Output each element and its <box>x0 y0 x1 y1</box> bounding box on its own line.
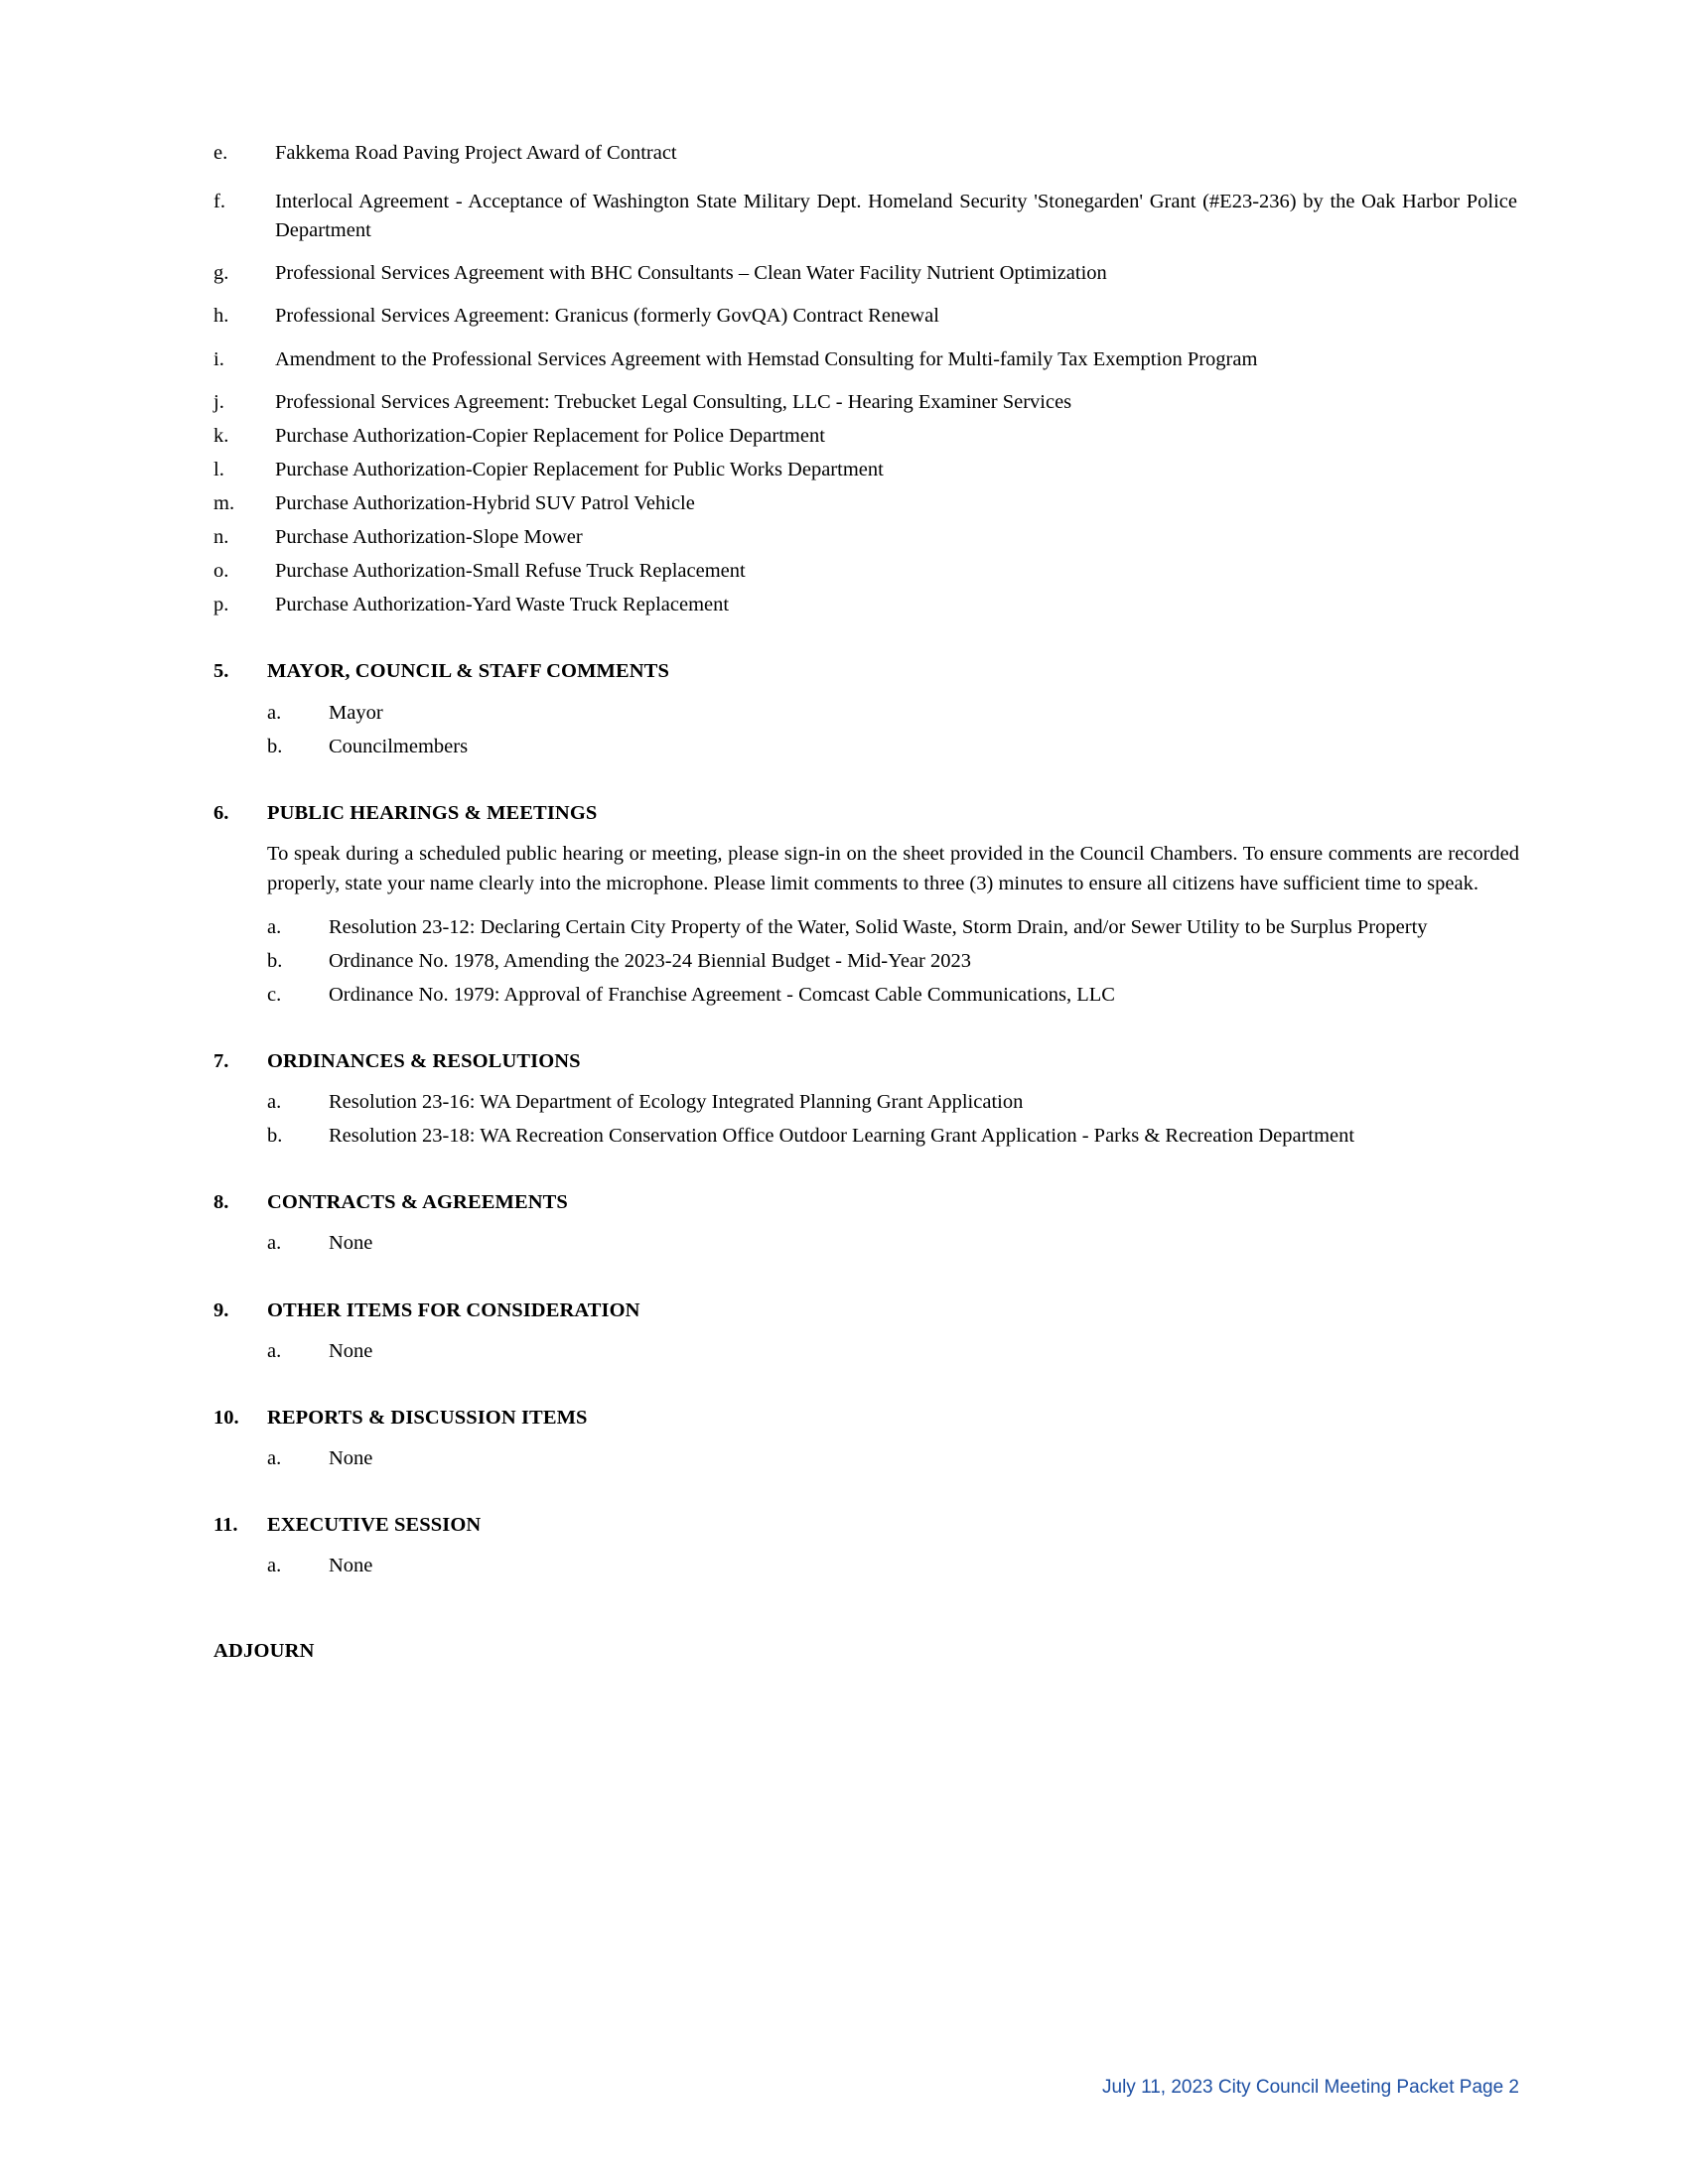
list-item <box>213 456 1519 484</box>
list-item <box>213 591 1519 619</box>
list-item <box>213 388 1519 417</box>
section-body <box>213 840 1519 1010</box>
section-item-list <box>267 1088 1519 1151</box>
list-item-letter: b. <box>267 949 283 972</box>
section-number: 10. <box>213 1406 239 1429</box>
list-item <box>267 699 1519 728</box>
list-item-text: Professional Services Agreement: Trebucket Legal Consulting, LLC - Hearing Examiner Services <box>275 390 1072 413</box>
list-item <box>267 1337 1519 1366</box>
list-item-text: Professional Services Agreement with BHC Consultants – Clean Water Facility Nutrient Optimization <box>275 262 1107 285</box>
list-item-letter: f. <box>213 191 225 213</box>
list-item-letter: b. <box>267 1125 283 1148</box>
list-item-letter: l. <box>213 458 224 480</box>
section-body <box>213 1444 1519 1473</box>
list-item-text: Purchase Authorization-Yard Waste Truck Replacement <box>275 594 730 616</box>
list-item <box>213 345 1519 374</box>
list-item <box>267 1229 1519 1258</box>
list-item-letter: a. <box>267 915 282 938</box>
section-heading <box>213 1188 1519 1217</box>
agenda-section <box>213 1047 1519 1151</box>
list-item-text: Amendment to the Professional Services Agreement with Hemstad Consulting for Multi-family Tax Exemption Program <box>275 347 1258 370</box>
agenda-section <box>213 799 1519 1010</box>
list-item <box>267 1444 1519 1473</box>
section-heading <box>213 799 1519 828</box>
section-item-list <box>267 1337 1519 1366</box>
list-item-text: Resolution 23-12: Declaring Certain City Property of the Water, Solid Waste, Storm Drain, and/or Sewer Utility to be Surplus Property <box>329 915 1428 938</box>
list-item <box>213 523 1519 552</box>
list-item-letter: a. <box>267 1446 282 1469</box>
list-item-text: Purchase Authorization-Copier Replacement for Public Works Department <box>275 458 884 480</box>
section-number: 8. <box>213 1191 229 1214</box>
section-title: MAYOR, COUNCIL & STAFF COMMENTS <box>267 660 669 683</box>
list-item-letter: p. <box>213 594 229 616</box>
agenda-section <box>213 1404 1519 1473</box>
section-title: REPORTS & DISCUSSION ITEMS <box>267 1406 588 1429</box>
list-item-text: Fakkema Road Paving Project Award of Contract <box>275 142 677 164</box>
list-item-letter: n. <box>213 526 229 549</box>
section-item-list <box>267 1552 1519 1580</box>
section-body <box>213 1552 1519 1580</box>
list-item-letter: o. <box>213 560 229 583</box>
list-item-text: Purchase Authorization-Copier Replacement for Police Department <box>275 424 825 447</box>
list-item <box>213 259 1519 288</box>
section-body <box>213 1088 1519 1151</box>
section-body <box>213 1337 1519 1366</box>
agenda-section <box>213 1188 1519 1258</box>
list-item-text: None <box>329 1446 373 1469</box>
list-item-letter: e. <box>213 142 228 164</box>
list-item-text: Purchase Authorization-Small Refuse Truck Replacement <box>275 560 746 583</box>
list-item <box>213 422 1519 451</box>
list-item <box>267 1088 1519 1117</box>
section-heading <box>213 657 1519 686</box>
list-item-letter: m. <box>213 491 235 514</box>
section-item-list <box>267 913 1519 1010</box>
list-item <box>213 139 1519 168</box>
section-title: CONTRACTS & AGREEMENTS <box>267 1191 568 1214</box>
list-item-text: None <box>329 1555 373 1577</box>
list-item-letter: k. <box>213 424 229 447</box>
section-body <box>213 699 1519 761</box>
section-number: 11. <box>213 1514 238 1537</box>
list-item <box>267 1122 1519 1151</box>
section-item-list <box>267 699 1519 761</box>
list-item <box>213 489 1519 518</box>
section-body <box>213 1229 1519 1258</box>
section-number: 7. <box>213 1050 229 1073</box>
list-item-text: Resolution 23-16: WA Department of Ecology Integrated Planning Grant Application <box>329 1091 1024 1114</box>
section-title: OTHER ITEMS FOR CONSIDERATION <box>267 1298 640 1321</box>
list-item-text: Professional Services Agreement: Granicus (formerly GovQA) Contract Renewal <box>275 305 939 328</box>
list-item <box>213 302 1519 331</box>
agenda-sections <box>213 657 1519 1580</box>
agenda-section <box>213 1511 1519 1580</box>
consent-agenda-items <box>213 139 1519 619</box>
list-item-letter: h. <box>213 305 229 328</box>
section-number: 6. <box>213 801 229 824</box>
adjourn-heading: ADJOURN <box>213 1640 315 1663</box>
section-heading <box>213 1404 1519 1433</box>
list-item <box>267 1552 1519 1580</box>
list-item <box>213 557 1519 586</box>
list-item <box>267 947 1519 976</box>
section-heading <box>213 1297 1519 1325</box>
list-item-letter: a. <box>267 1555 282 1577</box>
section-item-list <box>267 1444 1519 1473</box>
list-item-letter: j. <box>213 390 224 413</box>
list-item-text: Purchase Authorization-Slope Mower <box>275 526 583 549</box>
list-item-letter: g. <box>213 262 229 285</box>
list-item <box>213 188 1519 245</box>
list-item-text: None <box>329 1339 373 1362</box>
section-intro-paragraph: To speak during a scheduled public hearing or meeting, please sign-in on the sheet provided in the Council Chambers. To ensure comments are recorded properly, state your name clearly into the microphone. Please limit comments to three (3) minutes to ensure all citizens have sufficient time to speak. <box>267 842 1519 894</box>
page-footer: July 11, 2023 City Council Meeting Packet Page 2 <box>1102 2077 1519 2098</box>
list-item-letter: c. <box>267 983 282 1006</box>
list-item-text: None <box>329 1232 373 1255</box>
list-item <box>267 913 1519 942</box>
section-heading <box>213 1511 1519 1540</box>
agenda-section <box>213 1297 1519 1366</box>
list-item-text: Ordinance No. 1979: Approval of Franchise Agreement - Comcast Cable Communications, LLC <box>329 983 1115 1006</box>
list-item <box>267 981 1519 1010</box>
section-number: 9. <box>213 1298 229 1321</box>
list-item-letter: a. <box>267 701 282 724</box>
list-item-letter: i. <box>213 347 224 370</box>
section-title: PUBLIC HEARINGS & MEETINGS <box>267 801 598 824</box>
list-item-text: Mayor <box>329 701 383 724</box>
list-item-text: Ordinance No. 1978, Amending the 2023-24 Biennial Budget - Mid-Year 2023 <box>329 949 971 972</box>
section-item-list <box>267 1229 1519 1258</box>
list-item-text: Resolution 23-18: WA Recreation Conservation Office Outdoor Learning Grant Application - Parks & Recreation Department <box>329 1125 1355 1148</box>
section-title: ORDINANCES & RESOLUTIONS <box>267 1050 581 1073</box>
list-item-text: Interlocal Agreement - Acceptance of Washington State Military Dept. Homeland Security 'Stonegarden' Grant (#E23-236) by the Oak Harbor Police Department <box>275 191 1517 242</box>
list-item-letter: a. <box>267 1339 282 1362</box>
list-item-text: Councilmembers <box>329 735 469 757</box>
list-item-letter: b. <box>267 735 283 757</box>
section-number: 5. <box>213 660 229 683</box>
list-item-letter: a. <box>267 1232 282 1255</box>
section-heading <box>213 1047 1519 1076</box>
agenda-section <box>213 657 1519 760</box>
list-item <box>267 733 1519 761</box>
list-item-letter: a. <box>267 1091 282 1114</box>
list-item-text: Purchase Authorization-Hybrid SUV Patrol Vehicle <box>275 491 695 514</box>
section-title: EXECUTIVE SESSION <box>267 1514 482 1537</box>
